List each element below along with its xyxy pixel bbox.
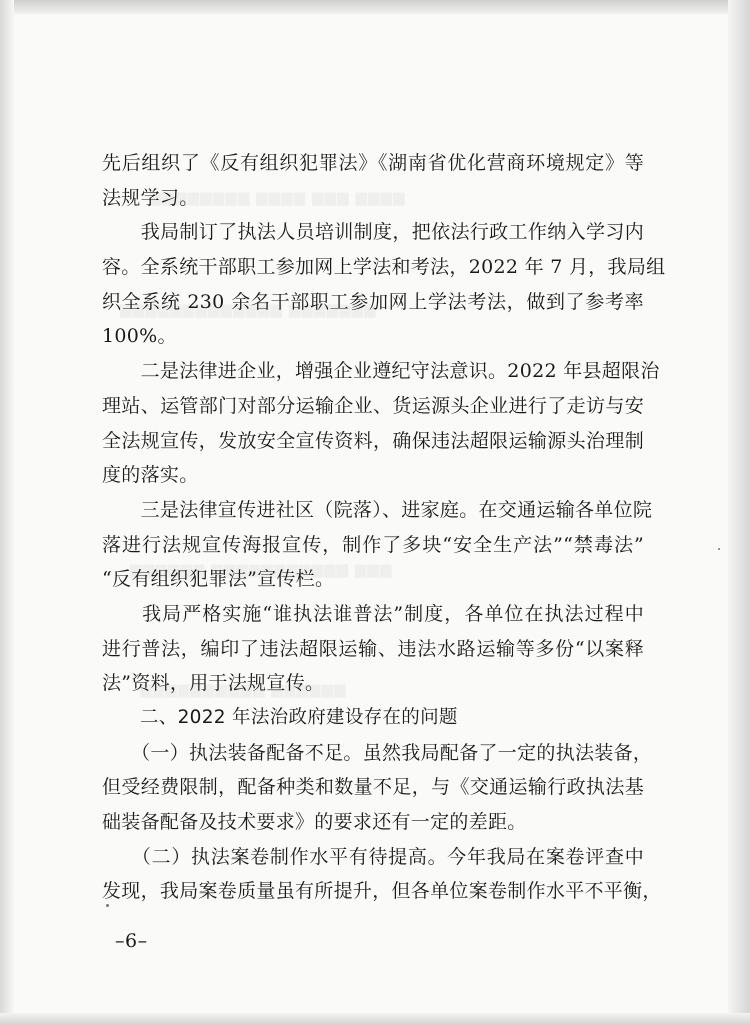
text-line: 全法规宣传，发放安全宣传资料，确保违法超限运输源头治理制: [102, 429, 644, 452]
scan-edge-top: [0, 0, 750, 14]
scan-edge-left: [0, 0, 14, 1025]
scan-speck: [106, 904, 109, 907]
text-line: 我局制订了执法人员培训制度，把依法行政工作纳入学习内: [102, 221, 644, 244]
text-line: “反有组织犯罪法”宣传栏。: [102, 568, 335, 591]
text-line: 落进行法规宣传海报宣传，制作了多块“安全生产法”“禁毒法”: [102, 533, 644, 556]
text-line: 法规学习。: [102, 186, 199, 209]
text-line: 织全系统 230 余名干部职工参加网上学法考法，做到了参考率: [102, 290, 644, 313]
text-line: （一）执法装备配备不足。虽然我局配备了一定的执法装备，: [102, 741, 653, 764]
text-line: 进行普法，编印了违法超限运输、违法水路运输等多份“以案释: [102, 637, 644, 660]
page-number: –6–: [115, 930, 148, 952]
document-body: [102, 146, 666, 909]
text-line: 容。全系统干部职工参加网上学法和考法，2022 年 7 月，我局组: [102, 256, 666, 279]
text-line: 100%。: [102, 325, 177, 348]
text-line: 理站、运管部门对部分运输企业、货运源头企业进行了走访与安: [102, 394, 644, 417]
text-line: 度的落实。: [102, 464, 199, 487]
text-line: 发现，我局案卷质量虽有所提升，但各单位案卷制作水平不平衡，: [102, 880, 662, 903]
text-line: 础装备配备及技术要求》的要求还有一定的差距。: [102, 811, 527, 834]
text-line: 三是法律宣传进社区（院落）、进家庭。在交通运输各单位院: [102, 498, 653, 521]
section-heading: 二、2022 年法治政府建设存在的问题: [140, 707, 458, 728]
text-line: 二是法律进企业，增强企业遵纪守法意识。2022 年县超限治: [102, 360, 660, 383]
scan-speck: [718, 548, 720, 550]
scan-edge-right: [728, 0, 750, 1025]
text-line: 但受经费限制，配备种类和数量不足，与《交通运输行政执法基: [102, 776, 644, 799]
text-line: 先后组织了《反有组织犯罪法》《湖南省优化营商环境规定》等: [102, 152, 644, 174]
scan-edge-bottom: [0, 1013, 750, 1025]
text-line: （二）执法案卷制作水平有待提高。今年我局在案卷评查中: [102, 845, 644, 868]
text-line: 法”资料，用于法规宣传。: [102, 672, 325, 695]
text-line: 我局严格实施“谁执法谁普法”制度，各单位在执法过程中: [102, 602, 644, 625]
